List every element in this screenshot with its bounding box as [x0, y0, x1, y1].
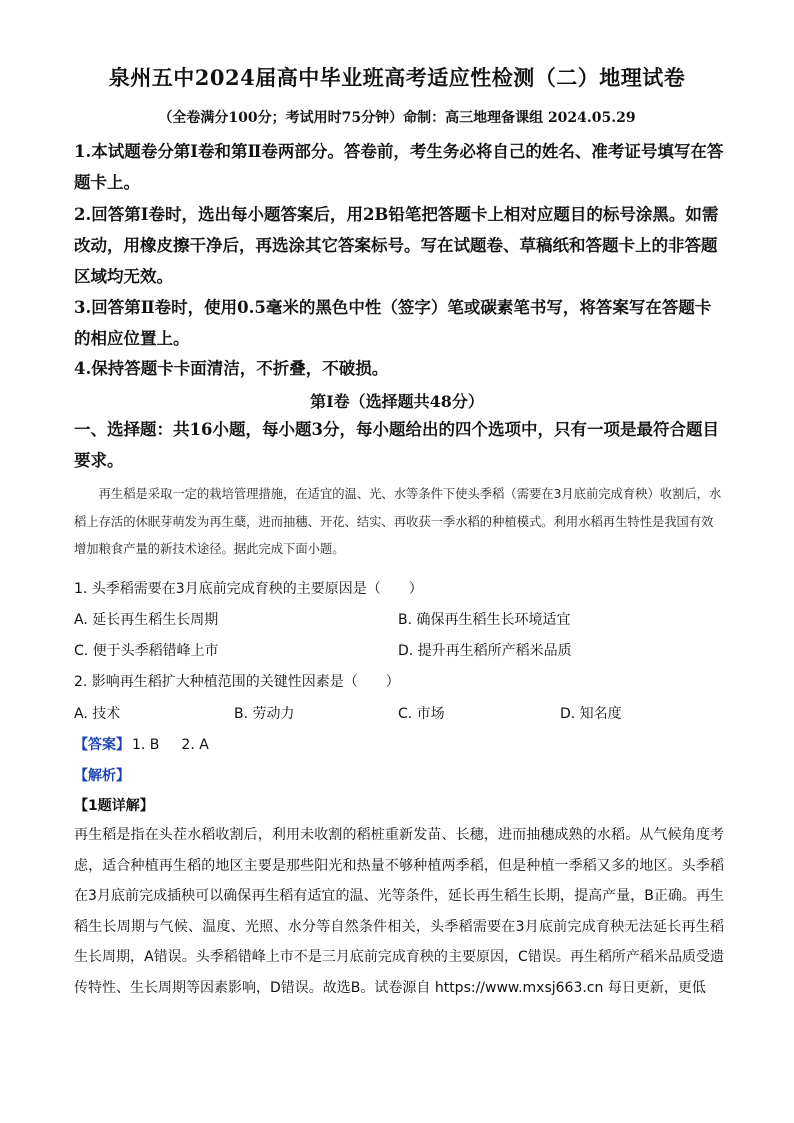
- analysis-row: [74, 765, 130, 785]
- exam-title: 泉州五中2024届高中毕业班高考适应性检测（二）地理试卷: [108, 65, 686, 90]
- detail-label: 【1题详解】: [74, 798, 154, 814]
- question-1-option-b: B. 确保再生稻生长环境适宜: [398, 612, 571, 628]
- analysis-label: 【解析】: [74, 768, 130, 784]
- reading-passage: 再生稻是采取一定的栽培管理措施，在适宜的温、光、水等条件下使头季稻（需要在3月底前完成育秧）收割后，水稻上存活的休眠芽萌发为再生蘖，进而抽穗、开花、结实、再收获一季水稻的种植模式。利用水稻再生特性是我国有效增加粮食产量的新技术途径。据此完成下面小题。: [74, 487, 722, 556]
- question-2-option-b: B. 劳动力: [234, 706, 295, 722]
- question-2-option-a: A. 技术: [74, 706, 121, 722]
- part-heading: 一、选择题：共16小题，每小题3分，每小题给出的四个选项中，只有一项是最符合题目要求。: [74, 420, 719, 470]
- answer-label: 【答案】: [74, 737, 130, 753]
- question-2-option-d: D. 知名度: [560, 706, 622, 722]
- instruction-2: 2.回答第Ⅰ卷时，选出每小题答案后，用2B铅笔把答题卡上相对应题目的标号涂黑。如需改动，用橡皮擦干净后，再选涂其它答案标号。写在试题卷、草稿纸和答题卡上的非答题区域均无效。: [74, 205, 719, 286]
- answer-2: 2. A: [181, 737, 209, 753]
- detail-text: 再生稻是指在头茬水稻收割后，利用未收割的稻桩重新发苗、长穗，进而抽穗成熟的水稻。从气候角度考虑，适合种植再生稻的地区主要是那些阳光和热量不够种植两季稻，但是种植一季稻又多的地区。头季稻在3月底前完成插秧可以确保再生稻有适宜的温、光等条件，延长再生稻生长期，提高产量，B正确。再生稻生长周期与气候、温度、光照、水分等自然条件相关，头季稻需要在3月底前完成育秧无法延长再生稻生长周期，A错误。头季稻错峰上市不是三月底前完成育秧的主要原因，C错误。再生稻所产稻米品质受遗传特性、生长周期等因素影响，D错误。故选B。试卷源自 https://www.mxsj663.cn 每日更新，更低: [74, 827, 724, 996]
- answer-row: [74, 734, 209, 754]
- instruction-4: 4.保持答题卡卡面清洁，不折叠，不破损。: [74, 359, 389, 378]
- instruction-1: 1.本试题卷分第Ⅰ卷和第Ⅱ卷两部分。答卷前，考生务必将自己的姓名、准考证号填写在答题卡上。: [74, 142, 724, 192]
- question-2-option-c: C. 市场: [398, 706, 445, 722]
- question-2-stem: 2. 影响再生稻扩大种植范围的关键性因素是（ ）: [74, 674, 400, 690]
- answer-1: 1. B: [132, 737, 160, 753]
- instruction-3: 3.回答第Ⅱ卷时，使用0.5毫米的黑色中性（签字）笔或碳素笔书写，将答案写在答题卡的相应位置上。: [74, 298, 712, 348]
- exam-subtitle: （全卷满分100分；考试用时75分钟）命制：高三地理备课组 2024.05.29: [158, 110, 636, 126]
- question-1-option-d: D. 提升再生稻所产稻米品质: [398, 643, 572, 659]
- question-1-option-c: C. 便于头季稻错峰上市: [74, 643, 219, 659]
- section-title: 第Ⅰ卷（选择题共48分）: [310, 392, 484, 411]
- question-1-option-a: A. 延长再生稻生长周期: [74, 612, 219, 628]
- question-1-stem: 1. 头季稻需要在3月底前完成育秧的主要原因是（ ）: [74, 581, 423, 597]
